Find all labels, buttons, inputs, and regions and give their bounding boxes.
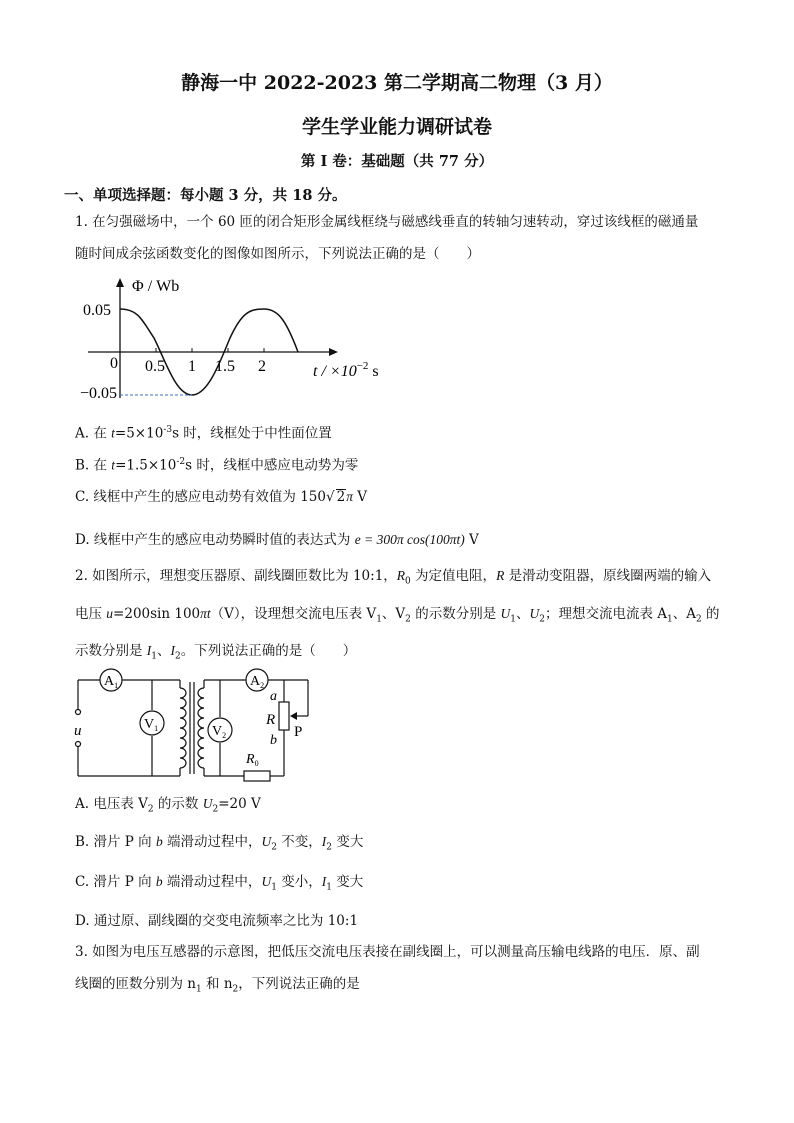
x-axis-arrow <box>329 348 338 356</box>
x-tick-2: 2 <box>258 358 266 375</box>
terminal-top <box>76 710 81 715</box>
part-heading: 第 I 卷：基础题（共 77 分） <box>300 153 494 170</box>
q1-option-b: B. 在 $t=1.5\times 10^{-2}s$ 时，线框中感应电动势为零 <box>75 457 359 474</box>
x-tick-0.5: 0.5 <box>145 358 165 375</box>
x-tick-1: 1 <box>188 358 196 375</box>
input-u-label: u <box>74 723 82 739</box>
q1-option-c: C. 线框中产生的感应电动势有效值为 150√ 2π V <box>75 489 368 505</box>
exam-title: 静海一中 2022-2023 第二学期高二物理（3 月） <box>181 72 613 94</box>
terminal-b-label: b <box>270 733 277 748</box>
q1-option-a: A. 在 $t=5\times 10^{-3}s$ 时，线框处于中性面位置 <box>75 425 332 442</box>
v1-label: $V_1$ <box>144 717 159 733</box>
r0-label: $R_0$ <box>246 752 259 768</box>
q2-option-c: C. 滑片 P 向 b 端滑动过程中，$U_1$ 变小，$I_1$ 变大 <box>75 874 364 893</box>
slider-p-label: P <box>294 724 303 740</box>
y-tick-top: 0.05 <box>83 302 111 319</box>
terminal-bottom <box>76 742 81 747</box>
x-tick-1.5: 1.5 <box>215 358 235 375</box>
a1-label: $A_1$ <box>104 674 119 690</box>
slider-arrow-icon <box>290 712 297 720</box>
q1-option-d: D. 线框中产生的感应电动势瞬时值的表达式为 e = 300π cos(100πt) V <box>75 532 479 548</box>
q2-option-b: B. 滑片 P 向 b 端滑动过程中，$U_2$ 不变，$I_2$ 变大 <box>75 834 364 853</box>
y-axis-label: Φ / Wb <box>132 278 180 295</box>
terminal-a-label: a <box>270 689 277 704</box>
x-axis-label: $t / \times 10^{-2}$ s <box>313 360 379 380</box>
flux-graph <box>80 272 400 404</box>
q1-stem: 1. 在匀强磁场中，一个 60 匝的闭合矩形金属线框绕与磁感线垂直的转轴匀速转动，穿过该线框的磁通量 随时间成余弦函数变化的图像如图所示，下列说法正确的是（ ） <box>75 214 699 262</box>
rheostat-r-label: R <box>266 712 276 728</box>
origin-label: 0 <box>110 355 118 372</box>
q2-option-a: A. 电压表 $V_2$ 的示数 $U_2=20$ V <box>75 796 261 815</box>
a2-label: $A_2$ <box>250 674 265 690</box>
q2-option-d: D. 通过原、副线圈的交变电流频率之比为 10:1 <box>75 913 359 929</box>
q3-stem: 3. 如图为电压互感器的示意图，把低压交流电压表接在副线圈上，可以测量高压输电线路的电压．原、副 线圈的匝数分别为 $n_1$ 和 $n_2$，下列说法正确的是 <box>75 944 700 995</box>
q2-stem: 2. 如图所示，理想变压器原、副线圈匝数比为 10:1，$R_0$ 为定值电阻，R 是滑动变阻器，原线圈两端的输入 电压 u=200sin 100πt（V），设理想交流电压表 $V_1$、$V_2$ 的示数分别是 $U_1$、$U_2$；理想交流电流表 $A_1$、$A_2$ 的 示数分别是 $I_1$、$I_2$。下列说法正确的是（ ） <box>75 568 720 663</box>
v2-label: $V_2$ <box>212 724 227 740</box>
section-heading: 一、单项选择题：每小题 3 分，共 18 分。 <box>64 187 347 204</box>
y-tick-bottom: −0.05 <box>80 385 118 402</box>
exam-subtitle: 学生学业能力调研试卷 <box>301 116 492 138</box>
transformer-circuit <box>70 664 320 788</box>
y-axis-arrow <box>116 278 124 287</box>
